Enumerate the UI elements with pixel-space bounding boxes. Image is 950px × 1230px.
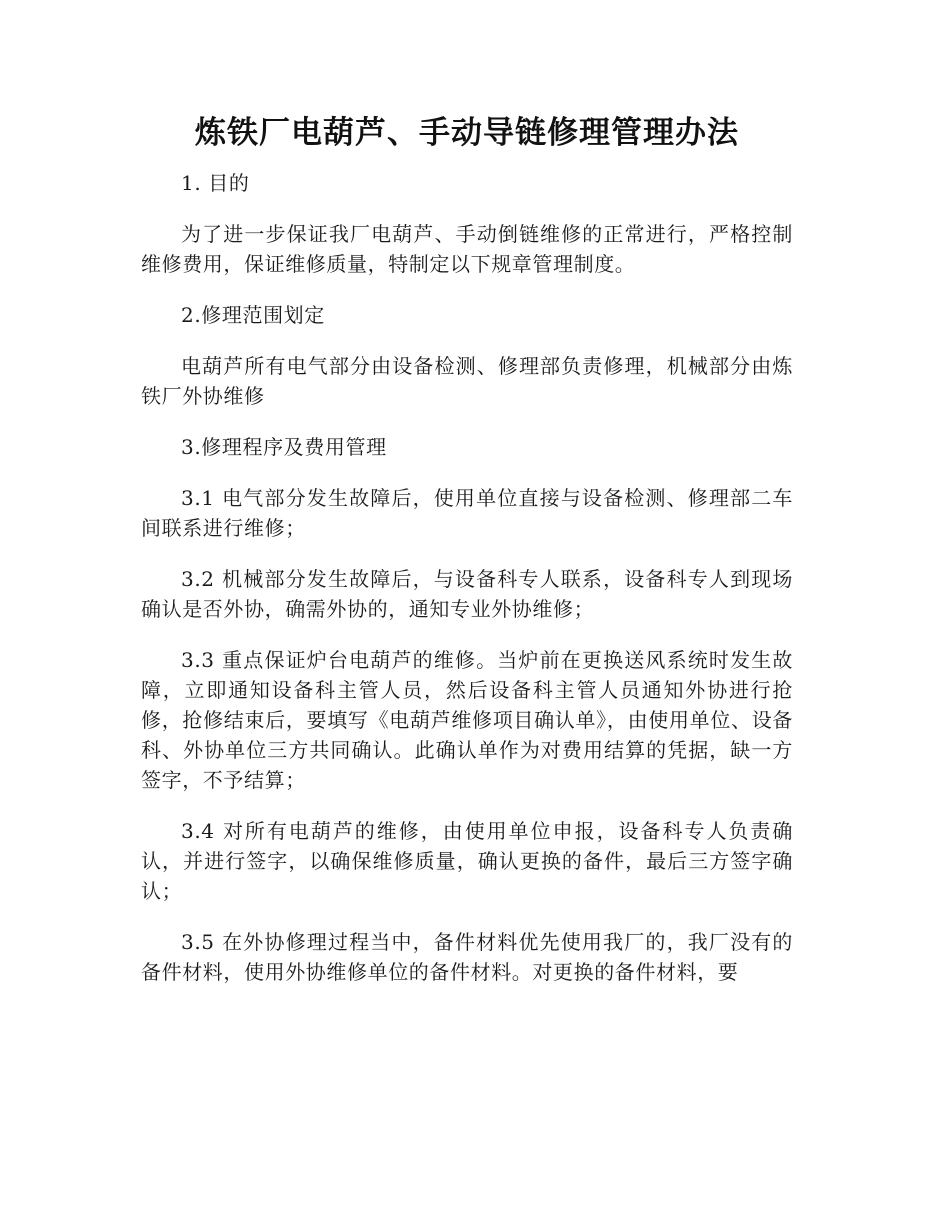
- section-1-heading: 1. 目的: [181, 171, 250, 195]
- section-2-body: 电葫芦所有电气部分由设备检测、修理部负责修理，机械部分由炼铁厂外协维修: [141, 354, 793, 408]
- clause-3-4: 3.4 对所有电葫芦的维修，由使用单位申报，设备科专人负责确认，并进行签字，以确保维修质量，确认更换的备件，最后三方签字确认；: [141, 819, 793, 903]
- section-1-body: 为了进一步保证我厂电葫芦、手动倒链维修的正常进行，严格控制维修费用，保证维修质量，特制定以下规章管理制度。: [141, 222, 793, 276]
- document-title: 炼铁厂电葫芦、手动导链修理管理办法: [195, 115, 739, 151]
- clause-3-1: 3.1 电气部分发生故障后，使用单位直接与设备检测、修理部二车间联系进行维修；: [141, 486, 793, 540]
- clause-3-2: 3.2 机械部分发生故障后，与设备科专人联系，设备科专人到现场确认是否外协，确需外协的，通知专业外协维修；: [141, 567, 793, 621]
- document-page: [141, 110, 793, 987]
- section-2-heading: 2.修理范围划定: [181, 303, 325, 327]
- section-3-heading: 3.修理程序及费用管理: [181, 435, 387, 459]
- clause-3-5: 3.5 在外协修理过程当中，备件材料优先使用我厂的，我厂没有的备件材料，使用外协维修单位的备件材料。对更换的备件材料，要: [141, 930, 793, 984]
- clause-3-3: 3.3 重点保证炉台电葫芦的维修。当炉前在更换送风系统时发生故障，立即通知设备科主管人员，然后设备科主管人员通知外协进行抢修，抢修结束后，要填写《电葫芦维修项目确认单》，由使用单位、设备科、外协单位三方共同确认。此确认单作为对费用结算的凭据，缺一方签字，不予结算；: [141, 648, 793, 792]
